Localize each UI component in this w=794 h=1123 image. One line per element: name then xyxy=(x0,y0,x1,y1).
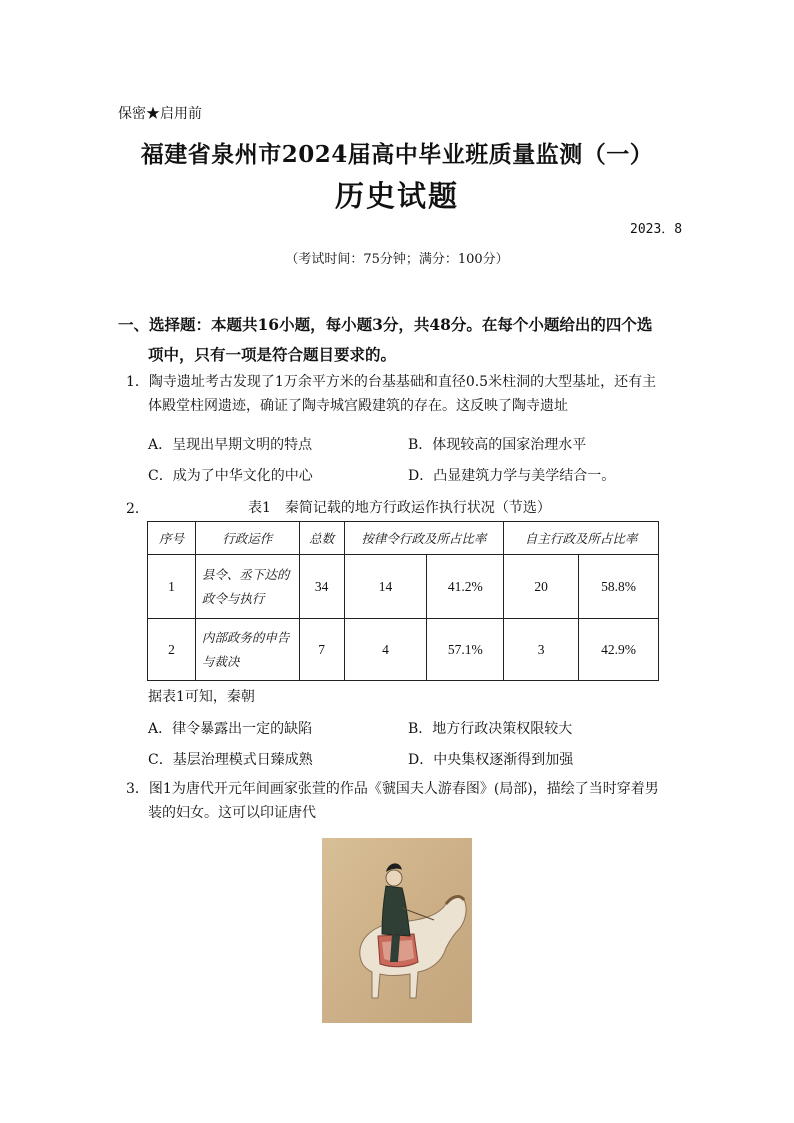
header-total: 总数 xyxy=(299,522,344,555)
section-heading xyxy=(118,310,688,370)
cell-law-percent: 41.2% xyxy=(427,555,504,619)
cell-operation: 县令、丞下达的政令与执行 xyxy=(195,555,299,619)
cell-operation: 内部政务的申告与裁决 xyxy=(195,619,299,681)
q1-option-d[interactable]: D．凸显建筑力学与美学结合一。 xyxy=(408,468,616,484)
question-2-number: 2． xyxy=(126,501,149,517)
table-row xyxy=(148,619,659,681)
cell-auto-percent: 58.8% xyxy=(579,555,659,619)
data-table xyxy=(147,521,659,681)
table-header-row xyxy=(148,522,659,555)
question-3-line1: 3．图1为唐代开元年间画家张萱的作品《虢国夫人游春图》(局部)，描绘了当时穿着男 xyxy=(126,781,659,797)
cell-total: 34 xyxy=(299,555,344,619)
confidential-label: 保密★启用前 xyxy=(118,106,202,122)
cell-law-percent: 57.1% xyxy=(427,619,504,681)
exam-date: 2023．8 xyxy=(630,222,683,237)
subject-title: 历史试题 xyxy=(334,179,459,213)
painting-figure xyxy=(322,838,472,1023)
q1-option-a[interactable]: A．呈现出早期文明的特点 xyxy=(148,437,313,453)
cell-law-count: 4 xyxy=(344,619,427,681)
q2-option-a[interactable]: A．律令暴露出一定的缺陷 xyxy=(148,721,313,737)
question-1-line2: 体殿堂柱网遗迹，确证了陶寺城宫殿建筑的存在。这反映了陶寺遗址 xyxy=(148,398,568,414)
question-3-line2: 装的妇女。这可以印证唐代 xyxy=(148,805,316,821)
question-1-line1: 1．陶寺遗址考古发现了1万余平方米的台基基础和直径0.5米柱洞的大型基址，还有主 xyxy=(126,374,657,390)
question-1 xyxy=(126,370,686,418)
table-row xyxy=(148,555,659,619)
header-no: 序号 xyxy=(148,522,196,555)
question-3 xyxy=(126,777,686,825)
cell-law-count: 14 xyxy=(344,555,427,619)
header-law: 按律令行政及所占比率 xyxy=(344,522,504,555)
q2-option-d[interactable]: D．中央集权逐渐得到加强 xyxy=(408,752,574,768)
header-autonomous: 自主行政及所占比率 xyxy=(504,522,659,555)
q1-option-c[interactable]: C．成为了中华文化的中心 xyxy=(148,468,313,484)
section-heading-line2: 项中，只有一项是符合题目要求的。 xyxy=(148,345,397,364)
exam-title: 福建省泉州市2024届高中毕业班质量监测（一） xyxy=(140,141,654,168)
q2-option-c[interactable]: C．基层治理模式日臻成熟 xyxy=(148,752,313,768)
cell-no: 1 xyxy=(148,555,196,619)
q1-option-b[interactable]: B．体现较高的国家治理水平 xyxy=(408,437,587,453)
table-caption: 表1 秦简记载的地方行政运作执行状况（节选） xyxy=(248,500,551,516)
cell-auto-count: 20 xyxy=(504,555,579,619)
q2-option-b[interactable]: B．地方行政决策权限较大 xyxy=(408,721,573,737)
question-2-lead: 据表1可知，秦朝 xyxy=(148,689,255,705)
cell-total: 7 xyxy=(299,619,344,681)
exam-info: （考试时间：75分钟；满分：100分） xyxy=(285,252,509,267)
section-heading-line1: 一、选择题：本题共16小题，每小题3分，共48分。在每个小题给出的四个选 xyxy=(118,315,653,334)
cell-auto-percent: 42.9% xyxy=(579,619,659,681)
cell-no: 2 xyxy=(148,619,196,681)
header-operation: 行政运作 xyxy=(195,522,299,555)
cell-auto-count: 3 xyxy=(504,619,579,681)
